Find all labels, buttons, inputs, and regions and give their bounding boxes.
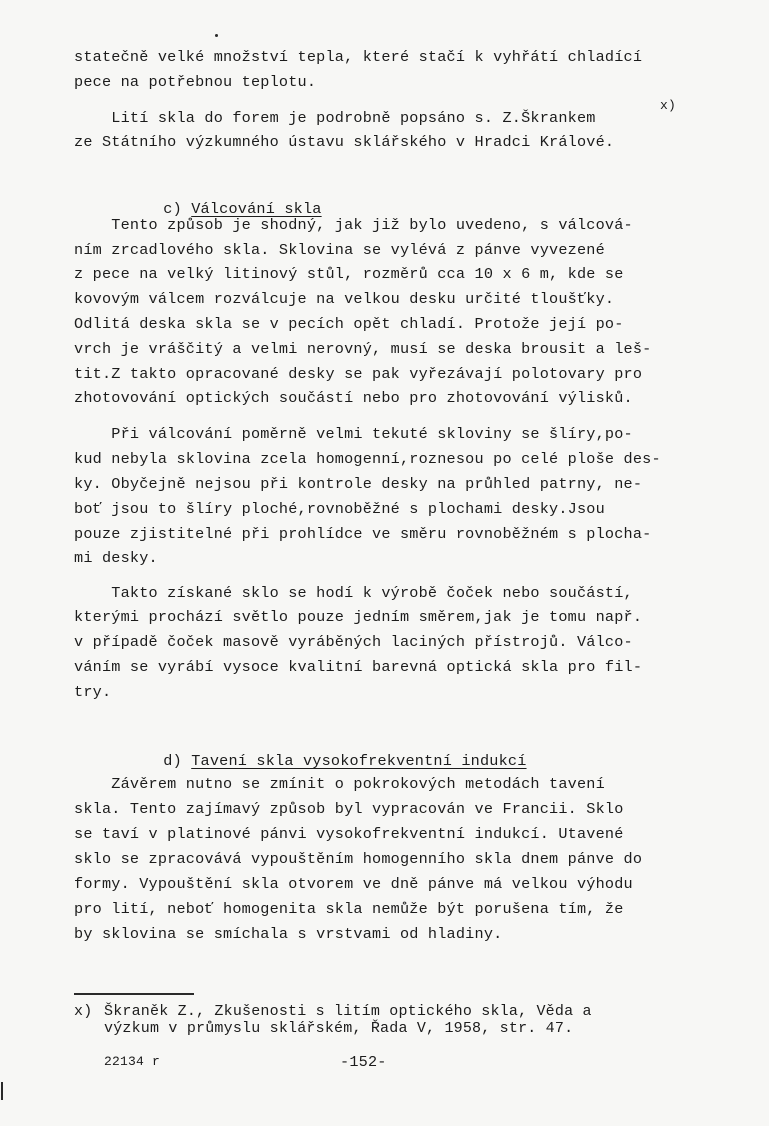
text-line: sklo se zpracovává vypouštěním homogenního skla dnem pánve do: [74, 850, 643, 868]
text-line: pouze zjistitelné při prohlídce ve směru rovnoběžném s plocha-: [74, 525, 652, 543]
text-line: z pece na velký litinový stůl, rozměrů cca 10 x 6 m, kde se: [74, 265, 624, 283]
heading-title: Tavení skla vysokofrekventní indukcí: [191, 752, 527, 770]
text-line: statečně velké množství tepla, které stačí k vyhřátí chladící: [74, 48, 643, 66]
text-line: váním se vyrábí vysoce kvalitní barevná optická skla pro fil-: [74, 658, 643, 676]
edge-mark: [1, 1082, 3, 1100]
text-line: by sklovina se smíchala s vrstvami od hladiny.: [74, 925, 503, 943]
text-line: Závěrem nutno se zmínit o pokrokových metodách tavení: [74, 775, 605, 793]
footnote-line: výzkum v průmyslu sklářském, Řada V, 1958, str. 47.: [104, 1020, 574, 1037]
text-line: pro lití, neboť homogenita skla nemůže být porušena tím, že: [74, 900, 624, 918]
text-line: v případě čoček masově vyráběných laciných přístrojů. Válco-: [74, 633, 633, 651]
footnote-reference: x): [660, 98, 677, 113]
text-line: se taví v platinové pánvi vysokofrekventní indukcí. Utavené: [74, 825, 624, 843]
text-line: zhotovování optických součástí nebo pro zhotovování výlisků.: [74, 389, 633, 407]
text-line: Takto získané sklo se hodí k výrobě čoček nebo součástí,: [74, 584, 633, 602]
text-line: kovovým válcem rozválcuje na velkou desku určité tloušťky.: [74, 290, 615, 308]
text-line: Při válcování poměrně velmi tekuté skloviny se šlíry,po-: [74, 425, 633, 443]
text-line: boť jsou to šlíry ploché,rovnoběžné s plochami desky.Jsou: [74, 500, 605, 518]
text-line: Odlitá deska skla se v pecích opět chladí. Protože její po-: [74, 315, 624, 333]
text-line: formy. Vypouštění skla otvorem ve dně pánve má velkou výhodu: [74, 875, 633, 893]
text-line: vrch je vráščitý a velmi nerovný, musí se deska brousit a leš-: [74, 340, 652, 358]
footnote-separator: [74, 993, 194, 995]
text-line: mi desky.: [74, 549, 158, 567]
text-line: kterými prochází světlo pouze jedním směrem,jak je tomu např.: [74, 608, 643, 626]
text-line: try.: [74, 683, 112, 701]
text-line: ním zrcadlového skla. Sklovina se vylévá z pánve vyvezené: [74, 241, 605, 259]
page-number: -152-: [340, 1053, 387, 1071]
footnote-marker: x): [74, 1003, 93, 1020]
text-line: kud nebyla sklovina zcela homogenní,roznesou po celé ploše des-: [74, 450, 661, 468]
heading-prefix: d): [163, 752, 192, 770]
heading-title: Válcování skla: [191, 200, 322, 218]
text-line: skla. Tento zajímavý způsob byl vypracován ve Francii. Sklo: [74, 800, 624, 818]
text-line: ky. Obyčejně nejsou při kontrole desky na průhled patrny, ne-: [74, 475, 643, 493]
heading-prefix: c): [163, 200, 192, 218]
text-line: ze Státního výzkumného ústavu sklářského v Hradci Králové.: [74, 133, 615, 151]
text-line: pece na potřebnou teplotu.: [74, 73, 317, 91]
text-line: tit.Z takto opracované desky se pak vyřezávají polotovary pro: [74, 365, 643, 383]
document-code: 22134 r: [104, 1054, 161, 1069]
footnote-line: Škraněk Z., Zkušenosti s litím optického skla, Věda a: [104, 1003, 592, 1020]
text-line: Lití skla do forem je podrobně popsáno s. Z.Škrankem: [74, 109, 596, 127]
ink-dot: [215, 34, 218, 37]
text-line: Tento způsob je shodný, jak již bylo uvedeno, s válcová-: [74, 216, 633, 234]
